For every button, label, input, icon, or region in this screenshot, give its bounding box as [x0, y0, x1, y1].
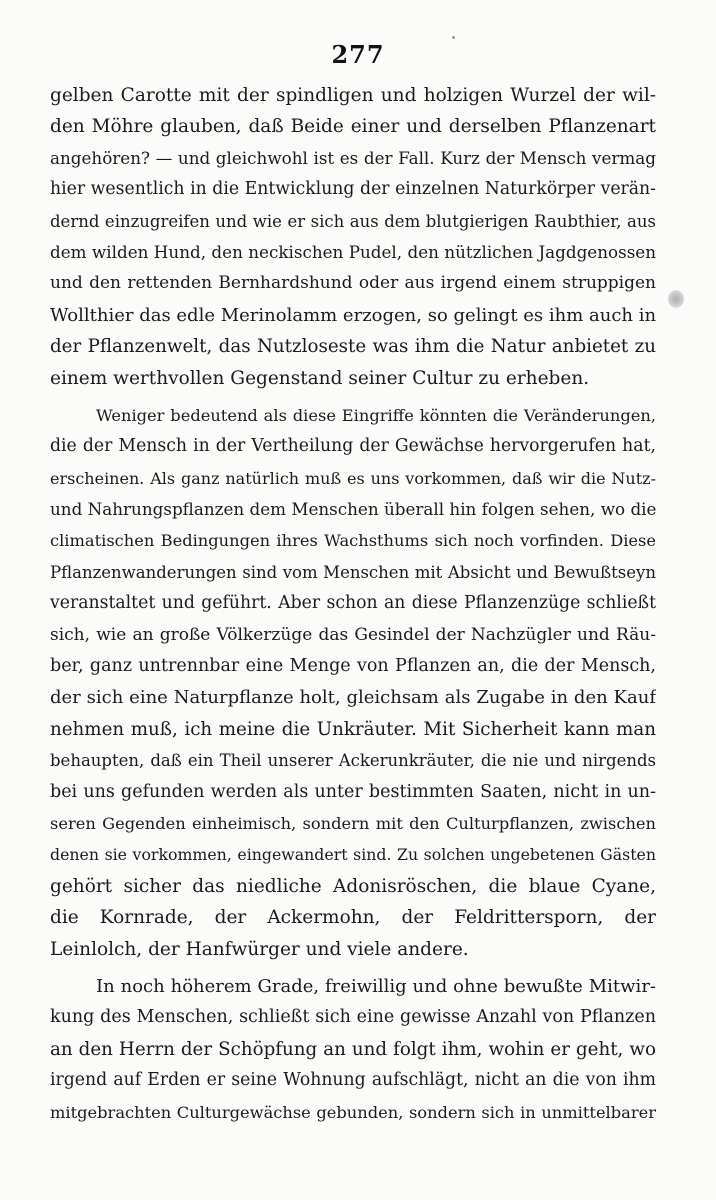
body-text	[50, 80, 656, 1128]
text-line: Wollthier das edle Merinolamm erzogen, so gelingt es ihm auch in	[50, 304, 656, 326]
text-line: und Nahrungspflanzen dem Menschen überall hin folgen sehen, wo die	[50, 499, 656, 520]
text-line: In noch höherem Grade, freiwillig und ohne bewußte Mitwir-	[96, 975, 656, 997]
paragraph-3	[50, 971, 656, 1128]
text-line: den Möhre glauben, daß Beide einer und derselben Pflanzenart	[50, 116, 656, 138]
text-line: nehmen muß, ich meine die Unkräuter. Mit Sicherheit kann man	[50, 718, 656, 740]
text-line: Weniger bedeutend als diese Eingriffe könnten die Veränderungen,	[96, 405, 656, 425]
text-line: gelben Carotte mit der spindligen und holzigen Wurzel der wil-	[50, 85, 656, 106]
text-line: climatischen Bedingungen ihres Wachsthums sich noch vorfinden. Diese	[50, 531, 656, 551]
text-line: ber, ganz untrennbar eine Menge von Pflanzen an, die der Mensch,	[50, 656, 656, 677]
text-line: die Kornrade, der Ackermohn, der Feldrittersporn, der	[50, 907, 656, 929]
text-line: kung des Menschen, schließt sich eine gewisse Anzahl von Pflanzen	[50, 1007, 656, 1028]
text-line: erscheinen. Als ganz natürlich muß es uns vorkommen, daß wir die Nutz-	[50, 468, 656, 488]
text-line: bei uns gefunden werden als unter bestimmten Saaten, nicht in un-	[50, 781, 656, 802]
text-line: angehören? — und gleichwohl ist es der Fall. Kurz der Mensch vermag	[50, 147, 656, 168]
text-line: hier wesentlich in die Entwicklung der einzelnen Naturkörper verän-	[50, 179, 656, 200]
text-line: dem wilden Hund, den neckischen Pudel, den nützlichen Jagdgenossen	[50, 241, 656, 262]
text-line: sich, wie an große Völkerzüge das Gesindel der Nachzügler und Räu-	[50, 624, 656, 645]
text-line: an den Herrn der Schöpfung an und folgt ihm, wohin er geht, wo	[50, 1038, 656, 1060]
paragraph-1	[50, 80, 656, 394]
text-line: behaupten, daß ein Theil unserer Ackerunkräuter, die nie und nirgends	[50, 751, 656, 771]
text-line: veranstaltet und geführt. Aber schon an diese Pflanzenzüge schließt	[50, 593, 656, 614]
text-line: der sich eine Naturpflanze holt, gleichsam als Zugabe in den Kauf	[50, 687, 656, 709]
text-line: irgend auf Erden er seine Wohnung aufschlägt, nicht an die von ihm	[50, 1070, 656, 1091]
text-line: einem werthvollen Gegenstand seiner Cultur zu erheben.	[50, 367, 590, 389]
text-line: denen sie vorkommen, eingewandert sind. Zu solchen ungebetenen Gästen	[50, 845, 656, 865]
page-number: 277	[331, 40, 385, 69]
ink-speck	[452, 36, 455, 39]
paragraph-2	[50, 400, 656, 965]
text-line: Leinlolch, der Hanfwürger und viele andere.	[50, 938, 469, 960]
text-line: der Pflanzenwelt, das Nutzloseste was ihm die Natur anbietet zu	[50, 336, 656, 358]
text-line: mitgebrachten Culturgewächse gebunden, sondern sich in unmittelbarer	[50, 1102, 656, 1122]
text-line: dernd einzugreifen und wie er sich aus dem blutgierigen Raubthier, aus	[50, 211, 656, 231]
text-line: seren Gegenden einheimisch, sondern mit den Culturpflanzen, zwischen	[50, 813, 656, 833]
paper-blemish	[668, 290, 684, 308]
text-line: gehört sicher das niedliche Adonisröschen, die blaue Cyane,	[50, 875, 656, 897]
text-line: die der Mensch in der Vertheilung der Gewächse hervorgerufen hat,	[50, 436, 656, 457]
text-line: Pflanzenwanderungen sind vom Menschen mit Absicht und Bewußtseyn	[50, 562, 656, 582]
text-line: und den rettenden Bernhardshund oder aus irgend einem struppigen	[50, 273, 656, 294]
